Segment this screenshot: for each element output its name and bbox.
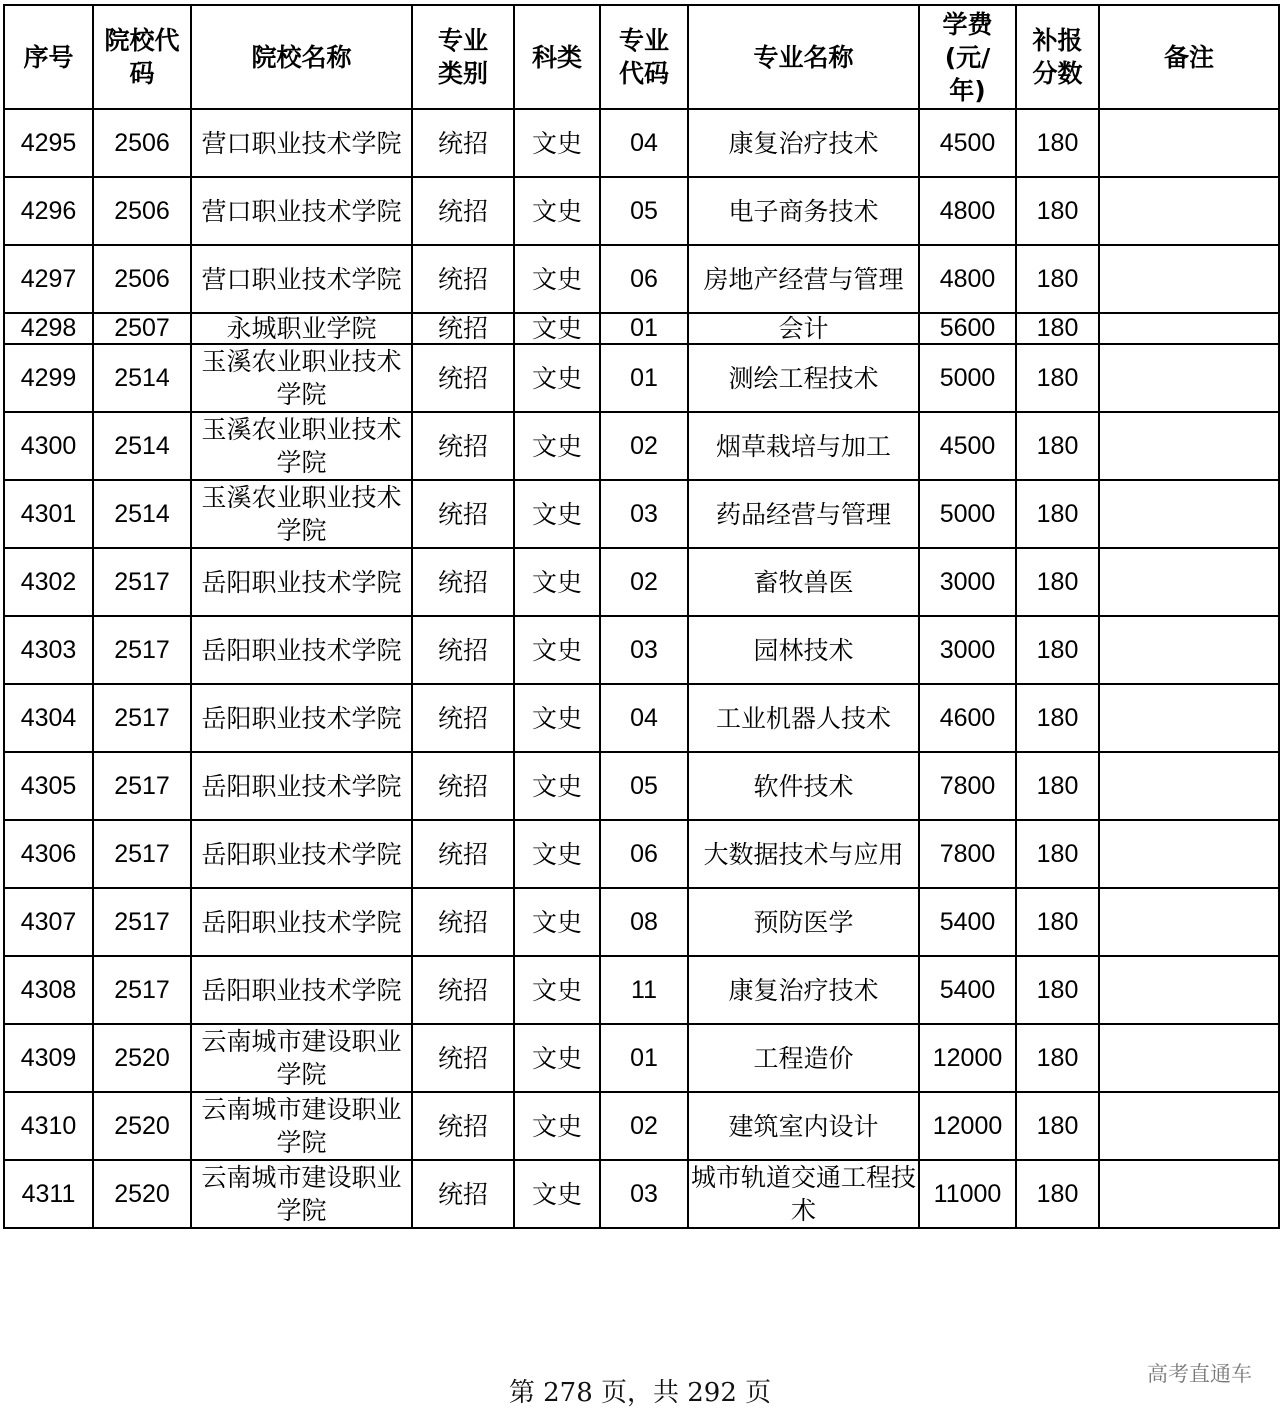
cell-major-type: 统招 — [412, 1160, 514, 1228]
cell-school-name: 营口职业技术学院 — [191, 177, 412, 245]
table-row — [4, 820, 1279, 888]
cell-seq: 4306 — [4, 820, 93, 888]
cell-seq: 4310 — [4, 1092, 93, 1160]
cell-major-name: 测绘工程技术 — [688, 344, 919, 412]
table-row — [4, 684, 1279, 752]
cell-seq: 4309 — [4, 1024, 93, 1092]
cell-major-code: 04 — [600, 684, 688, 752]
watermark-text: 高考直通车 — [1147, 1362, 1252, 1386]
cell-score: 180 — [1016, 313, 1099, 344]
cell-major-name: 畜牧兽医 — [688, 548, 919, 616]
cell-major-code: 11 — [600, 956, 688, 1024]
table-row — [4, 1160, 1279, 1228]
cell-seq: 4296 — [4, 177, 93, 245]
cell-school-name: 营口职业技术学院 — [191, 245, 412, 313]
cell-school-code: 2514 — [93, 412, 191, 480]
cell-tuition: 4600 — [919, 684, 1016, 752]
cell-score: 180 — [1016, 109, 1099, 177]
cell-remark — [1099, 412, 1279, 480]
header-subject: 科类 — [514, 5, 600, 109]
cell-major-code: 02 — [600, 412, 688, 480]
cell-seq: 4295 — [4, 109, 93, 177]
cell-major-code: 05 — [600, 752, 688, 820]
cell-subject: 文史 — [514, 956, 600, 1024]
cell-subject: 文史 — [514, 412, 600, 480]
cell-remark — [1099, 480, 1279, 548]
cell-major-name: 工业机器人技术 — [688, 684, 919, 752]
cell-major-code: 01 — [600, 1024, 688, 1092]
cell-tuition: 4500 — [919, 412, 1016, 480]
table-row — [4, 412, 1279, 480]
cell-subject: 文史 — [514, 684, 600, 752]
cell-major-type: 统招 — [412, 480, 514, 548]
cell-major-code: 03 — [600, 480, 688, 548]
cell-seq: 4298 — [4, 313, 93, 344]
cell-school-name: 永城职业学院 — [191, 313, 412, 344]
cell-seq: 4301 — [4, 480, 93, 548]
cell-school-code: 2506 — [93, 245, 191, 313]
cell-school-code: 2520 — [93, 1160, 191, 1228]
table-row — [4, 1024, 1279, 1092]
cell-school-code: 2517 — [93, 616, 191, 684]
table-row — [4, 956, 1279, 1024]
cell-subject: 文史 — [514, 480, 600, 548]
cell-major-code: 04 — [600, 109, 688, 177]
cell-major-type: 统招 — [412, 1092, 514, 1160]
cell-subject: 文史 — [514, 344, 600, 412]
cell-school-code: 2517 — [93, 752, 191, 820]
cell-remark — [1099, 684, 1279, 752]
cell-major-name: 康复治疗技术 — [688, 956, 919, 1024]
cell-major-name: 会计 — [688, 313, 919, 344]
cell-school-name: 岳阳职业技术学院 — [191, 956, 412, 1024]
cell-major-type: 统招 — [412, 109, 514, 177]
cell-major-code: 06 — [600, 245, 688, 313]
cell-score: 180 — [1016, 1160, 1099, 1228]
cell-tuition: 5400 — [919, 888, 1016, 956]
table-row — [4, 1092, 1279, 1160]
cell-school-code: 2517 — [93, 548, 191, 616]
cell-tuition: 4500 — [919, 109, 1016, 177]
cell-major-code: 02 — [600, 548, 688, 616]
cell-major-code: 02 — [600, 1092, 688, 1160]
cell-subject: 文史 — [514, 888, 600, 956]
cell-score: 180 — [1016, 956, 1099, 1024]
cell-seq: 4307 — [4, 888, 93, 956]
cell-score: 180 — [1016, 412, 1099, 480]
cell-tuition: 3000 — [919, 616, 1016, 684]
cell-score: 180 — [1016, 344, 1099, 412]
cell-major-type: 统招 — [412, 888, 514, 956]
cell-subject: 文史 — [514, 1024, 600, 1092]
cell-seq: 4305 — [4, 752, 93, 820]
cell-remark — [1099, 548, 1279, 616]
cell-major-code: 06 — [600, 820, 688, 888]
cell-tuition: 11000 — [919, 1160, 1016, 1228]
cell-remark — [1099, 344, 1279, 412]
cell-school-code: 2520 — [93, 1024, 191, 1092]
cell-school-name: 岳阳职业技术学院 — [191, 684, 412, 752]
cell-major-name: 电子商务技术 — [688, 177, 919, 245]
cell-subject: 文史 — [514, 1160, 600, 1228]
cell-school-name: 岳阳职业技术学院 — [191, 752, 412, 820]
cell-remark — [1099, 245, 1279, 313]
cell-school-name: 云南城市建设职业学院 — [191, 1092, 412, 1160]
cell-seq: 4303 — [4, 616, 93, 684]
cell-seq: 4304 — [4, 684, 93, 752]
cell-major-name: 城市轨道交通工程技术 — [688, 1160, 919, 1228]
cell-score: 180 — [1016, 480, 1099, 548]
cell-tuition: 5400 — [919, 956, 1016, 1024]
page-footer: 第 278 页，共 292 页 — [508, 1378, 772, 1408]
table-row — [4, 245, 1279, 313]
cell-remark — [1099, 177, 1279, 245]
cell-remark — [1099, 1092, 1279, 1160]
table-row — [4, 313, 1279, 344]
cell-subject: 文史 — [514, 752, 600, 820]
cell-major-name: 药品经营与管理 — [688, 480, 919, 548]
table-row — [4, 752, 1279, 820]
header-major-code: 专业代码 — [600, 5, 688, 109]
header-major-type: 专业类别 — [412, 5, 514, 109]
cell-major-type: 统招 — [412, 1024, 514, 1092]
cell-subject: 文史 — [514, 109, 600, 177]
cell-remark — [1099, 752, 1279, 820]
header-score: 补报分数 — [1016, 5, 1099, 109]
cell-remark — [1099, 1160, 1279, 1228]
cell-tuition: 4800 — [919, 245, 1016, 313]
cell-score: 180 — [1016, 245, 1099, 313]
cell-school-name: 玉溪农业职业技术学院 — [191, 412, 412, 480]
cell-major-name: 烟草栽培与加工 — [688, 412, 919, 480]
cell-tuition: 7800 — [919, 752, 1016, 820]
cell-score: 180 — [1016, 820, 1099, 888]
table-row — [4, 344, 1279, 412]
cell-major-name: 房地产经营与管理 — [688, 245, 919, 313]
cell-school-code: 2517 — [93, 888, 191, 956]
cell-school-code: 2517 — [93, 956, 191, 1024]
cell-major-type: 统招 — [412, 344, 514, 412]
cell-seq: 4308 — [4, 956, 93, 1024]
cell-score: 180 — [1016, 752, 1099, 820]
header-major-name: 专业名称 — [688, 5, 919, 109]
cell-school-name: 玉溪农业职业技术学院 — [191, 344, 412, 412]
cell-subject: 文史 — [514, 177, 600, 245]
cell-major-type: 统招 — [412, 177, 514, 245]
cell-major-type: 统招 — [412, 245, 514, 313]
cell-score: 180 — [1016, 684, 1099, 752]
header-tuition: 学费(元/年) — [919, 5, 1016, 109]
cell-subject: 文史 — [514, 616, 600, 684]
cell-school-name: 营口职业技术学院 — [191, 109, 412, 177]
table-row — [4, 888, 1279, 956]
cell-major-code: 01 — [600, 344, 688, 412]
cell-subject: 文史 — [514, 820, 600, 888]
table-row — [4, 480, 1279, 548]
cell-remark — [1099, 1024, 1279, 1092]
cell-tuition: 7800 — [919, 820, 1016, 888]
cell-school-name: 岳阳职业技术学院 — [191, 820, 412, 888]
header-row — [4, 5, 1279, 109]
cell-school-code: 2514 — [93, 480, 191, 548]
cell-major-name: 软件技术 — [688, 752, 919, 820]
cell-seq: 4297 — [4, 245, 93, 313]
cell-seq: 4302 — [4, 548, 93, 616]
cell-school-code: 2517 — [93, 684, 191, 752]
cell-school-name: 岳阳职业技术学院 — [191, 548, 412, 616]
cell-score: 180 — [1016, 548, 1099, 616]
cell-remark — [1099, 313, 1279, 344]
cell-major-name: 工程造价 — [688, 1024, 919, 1092]
cell-tuition: 12000 — [919, 1092, 1016, 1160]
admission-table — [3, 4, 1280, 1229]
table-row — [4, 177, 1279, 245]
cell-seq: 4300 — [4, 412, 93, 480]
cell-seq: 4311 — [4, 1160, 93, 1228]
table-row — [4, 548, 1279, 616]
cell-remark — [1099, 956, 1279, 1024]
cell-major-code: 05 — [600, 177, 688, 245]
cell-score: 180 — [1016, 177, 1099, 245]
cell-subject: 文史 — [514, 1092, 600, 1160]
cell-major-name: 大数据技术与应用 — [688, 820, 919, 888]
cell-major-code: 08 — [600, 888, 688, 956]
cell-major-name: 康复治疗技术 — [688, 109, 919, 177]
cell-remark — [1099, 888, 1279, 956]
header-remark: 备注 — [1099, 5, 1279, 109]
cell-school-code: 2517 — [93, 820, 191, 888]
cell-school-name: 云南城市建设职业学院 — [191, 1160, 412, 1228]
cell-major-type: 统招 — [412, 548, 514, 616]
cell-tuition: 4800 — [919, 177, 1016, 245]
cell-score: 180 — [1016, 1092, 1099, 1160]
cell-major-type: 统招 — [412, 313, 514, 344]
cell-school-code: 2507 — [93, 313, 191, 344]
cell-major-type: 统招 — [412, 752, 514, 820]
cell-score: 180 — [1016, 616, 1099, 684]
cell-score: 180 — [1016, 888, 1099, 956]
cell-seq: 4299 — [4, 344, 93, 412]
cell-major-code: 03 — [600, 1160, 688, 1228]
cell-school-name: 玉溪农业职业技术学院 — [191, 480, 412, 548]
cell-tuition: 12000 — [919, 1024, 1016, 1092]
cell-tuition: 5600 — [919, 313, 1016, 344]
cell-remark — [1099, 109, 1279, 177]
cell-school-code: 2514 — [93, 344, 191, 412]
header-seq: 序号 — [4, 5, 93, 109]
cell-major-name: 建筑室内设计 — [688, 1092, 919, 1160]
cell-remark — [1099, 616, 1279, 684]
cell-school-code: 2506 — [93, 177, 191, 245]
cell-subject: 文史 — [514, 245, 600, 313]
cell-school-code: 2520 — [93, 1092, 191, 1160]
cell-tuition: 3000 — [919, 548, 1016, 616]
cell-subject: 文史 — [514, 313, 600, 344]
table-body — [4, 109, 1279, 1228]
cell-subject: 文史 — [514, 548, 600, 616]
cell-score: 180 — [1016, 1024, 1099, 1092]
header-school-name: 院校名称 — [191, 5, 412, 109]
cell-school-name: 岳阳职业技术学院 — [191, 616, 412, 684]
cell-major-type: 统招 — [412, 412, 514, 480]
cell-tuition: 5000 — [919, 480, 1016, 548]
cell-school-name: 岳阳职业技术学院 — [191, 888, 412, 956]
cell-major-type: 统招 — [412, 956, 514, 1024]
cell-major-type: 统招 — [412, 616, 514, 684]
cell-major-code: 01 — [600, 313, 688, 344]
cell-school-name: 云南城市建设职业学院 — [191, 1024, 412, 1092]
cell-major-code: 03 — [600, 616, 688, 684]
cell-major-name: 园林技术 — [688, 616, 919, 684]
cell-remark — [1099, 820, 1279, 888]
header-school-code: 院校代码 — [93, 5, 191, 109]
cell-major-name: 预防医学 — [688, 888, 919, 956]
table-row — [4, 616, 1279, 684]
cell-school-code: 2506 — [93, 109, 191, 177]
cell-major-type: 统招 — [412, 684, 514, 752]
cell-tuition: 5000 — [919, 344, 1016, 412]
cell-major-type: 统招 — [412, 820, 514, 888]
table-row — [4, 109, 1279, 177]
